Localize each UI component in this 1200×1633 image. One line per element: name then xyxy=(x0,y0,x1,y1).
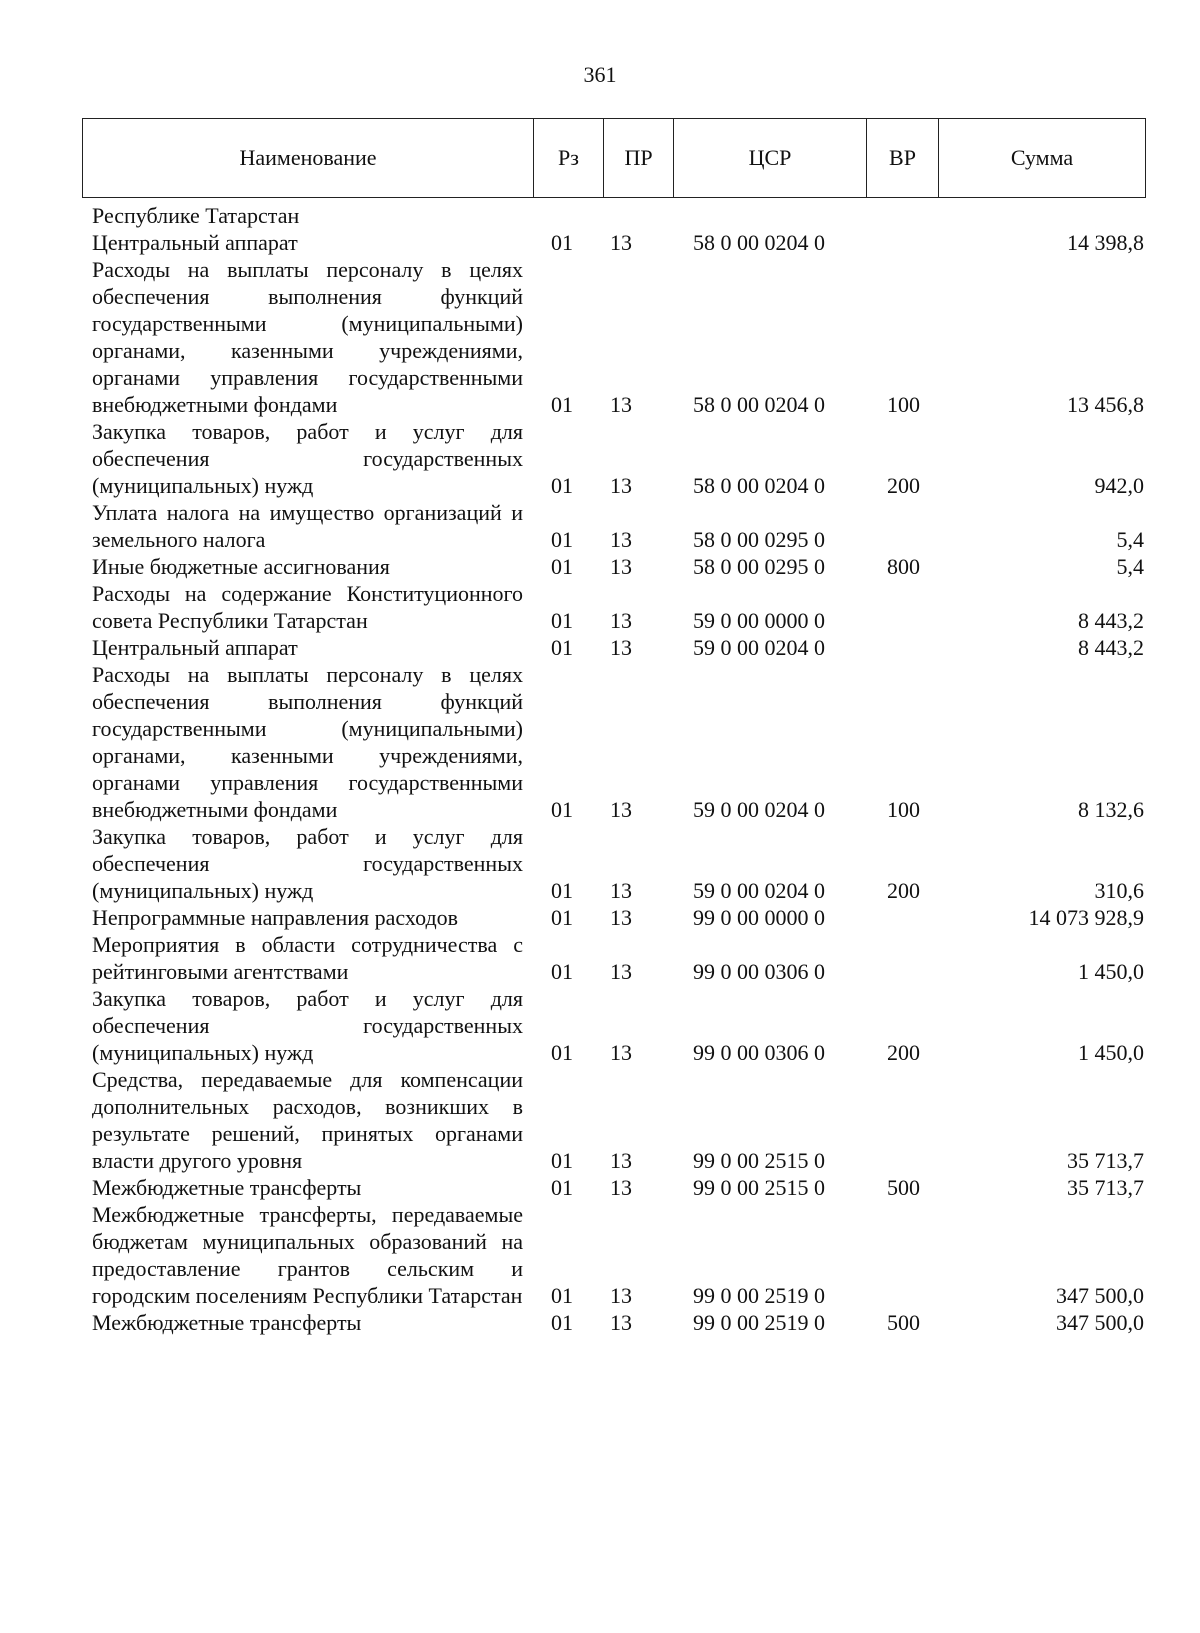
table-row xyxy=(92,229,1144,256)
cell-csr: 59 0 00 0204 0 xyxy=(693,797,825,822)
cell-rz: 01 xyxy=(551,959,573,984)
cell-name: Межбюджетные трансферты xyxy=(92,1310,362,1335)
cell-sum: 13 456,8 xyxy=(1067,392,1144,417)
cell-rz: 01 xyxy=(551,1040,573,1065)
cell-csr: 99 0 00 2515 0 xyxy=(693,1175,825,1200)
cell-vr: 500 xyxy=(887,1310,920,1335)
cell-pr: 13 xyxy=(610,635,632,660)
cell-vr: 500 xyxy=(887,1175,920,1200)
table-row xyxy=(92,985,1144,1066)
cell-vr: 200 xyxy=(887,473,920,498)
table-row xyxy=(92,553,1144,580)
cell-sum: 5,4 xyxy=(1116,527,1144,552)
cell-vr: 100 xyxy=(887,392,920,417)
cell-csr: 99 0 00 2515 0 xyxy=(693,1148,825,1173)
cell-rz: 01 xyxy=(551,1148,573,1173)
table-row xyxy=(92,499,1144,553)
cell-pr: 13 xyxy=(610,1175,632,1200)
cell-pr: 13 xyxy=(610,905,632,930)
cell-name: Мероприятия в области сотрудничества с рейтинговыми агентствами xyxy=(92,932,523,984)
cell-name: Средства, передаваемые для компенсации дополнительных расходов, возникших в результате решений, принятых органами власти другого уровня xyxy=(92,1067,523,1173)
table-row xyxy=(92,580,1144,634)
cell-csr: 59 0 00 0204 0 xyxy=(693,635,825,660)
cell-vr: 200 xyxy=(887,1040,920,1065)
cell-csr: 58 0 00 0295 0 xyxy=(693,554,825,579)
cell-sum: 5,4 xyxy=(1116,554,1144,579)
cell-name: Непрограммные направления расходов xyxy=(92,905,459,930)
cell-sum: 347 500,0 xyxy=(1056,1283,1144,1308)
page-number: 361 xyxy=(583,62,617,87)
cell-csr: 99 0 00 0000 0 xyxy=(693,905,825,930)
cell-name: Уплата налога на имущество организаций и земельного налога xyxy=(92,500,523,552)
cell-name: Республике Татарстан xyxy=(92,203,300,228)
cell-sum: 35 713,7 xyxy=(1067,1175,1144,1200)
cell-csr: 59 0 00 0204 0 xyxy=(693,878,825,903)
cell-csr: 58 0 00 0204 0 xyxy=(693,473,825,498)
cell-sum: 1 450,0 xyxy=(1078,1040,1144,1065)
table-row xyxy=(92,931,1144,985)
cell-csr: 99 0 00 0306 0 xyxy=(693,959,825,984)
cell-rz: 01 xyxy=(551,1283,573,1308)
cell-rz: 01 xyxy=(551,392,573,417)
table-row xyxy=(92,823,1144,904)
cell-sum: 310,6 xyxy=(1094,878,1144,903)
cell-rz: 01 xyxy=(551,905,573,930)
cell-name: Межбюджетные трансферты, передаваемые бюджетам муниципальных образований на предоставление грантов сельским и городским поселениям Республики Татарстан xyxy=(92,1202,523,1308)
cell-name: Центральный аппарат xyxy=(92,230,298,255)
cell-csr: 59 0 00 0000 0 xyxy=(693,608,825,633)
cell-pr: 13 xyxy=(610,392,632,417)
cell-rz: 01 xyxy=(551,635,573,660)
header-vr: ВР xyxy=(867,119,939,197)
cell-name: Закупка товаров, работ и услуг для обеспечения государственных (муниципальных) нужд xyxy=(92,419,523,498)
header-sum: Сумма xyxy=(1010,145,1074,170)
cell-pr: 13 xyxy=(610,1283,632,1308)
cell-sum: 347 500,0 xyxy=(1056,1310,1144,1335)
cell-csr: 58 0 00 0204 0 xyxy=(693,230,825,255)
table-row xyxy=(92,634,1144,661)
cell-csr: 99 0 00 2519 0 xyxy=(693,1283,825,1308)
table-row xyxy=(92,1201,1144,1309)
cell-csr: 58 0 00 0204 0 xyxy=(693,392,825,417)
cell-pr: 13 xyxy=(610,1148,632,1173)
header-csr: ЦСР xyxy=(674,119,867,197)
cell-pr: 13 xyxy=(610,608,632,633)
cell-name: Закупка товаров, работ и услуг для обеспечения государственных (муниципальных) нужд xyxy=(92,986,523,1065)
cell-name: Иные бюджетные ассигнования xyxy=(92,554,390,579)
cell-sum: 8 443,2 xyxy=(1078,608,1144,633)
cell-csr: 99 0 00 0306 0 xyxy=(693,1040,825,1065)
cell-pr: 13 xyxy=(610,230,632,255)
cell-vr: 100 xyxy=(887,797,920,822)
cell-pr: 13 xyxy=(610,1310,632,1335)
header-pr: ПР xyxy=(604,119,674,197)
table-row xyxy=(92,1174,1144,1201)
cell-pr: 13 xyxy=(610,527,632,552)
cell-name: Межбюджетные трансферты xyxy=(92,1175,362,1200)
cell-sum: 8 443,2 xyxy=(1078,635,1144,660)
cell-csr: 99 0 00 2519 0 xyxy=(693,1310,825,1335)
cell-pr: 13 xyxy=(610,878,632,903)
table-row xyxy=(92,904,1144,931)
table-row xyxy=(92,1309,1144,1336)
header-rz: Рз xyxy=(534,119,604,197)
cell-name: Центральный аппарат xyxy=(92,635,298,660)
header-name: Наименование xyxy=(83,119,534,197)
cell-vr: 800 xyxy=(887,554,920,579)
table-row xyxy=(92,256,1144,418)
cell-pr: 13 xyxy=(610,959,632,984)
cell-rz: 01 xyxy=(551,473,573,498)
table-header xyxy=(82,118,1146,198)
cell-vr: 200 xyxy=(887,878,920,903)
cell-name: Закупка товаров, работ и услуг для обеспечения государственных (муниципальных) нужд xyxy=(92,824,523,903)
cell-pr: 13 xyxy=(610,1040,632,1065)
cell-sum: 8 132,6 xyxy=(1078,797,1144,822)
cell-sum: 14 073 928,9 xyxy=(1028,905,1144,930)
cell-pr: 13 xyxy=(610,797,632,822)
cell-sum: 14 398,8 xyxy=(1067,230,1144,255)
cell-name: Расходы на выплаты персоналу в целях обеспечения выполнения функций государственными (муниципальными) органами, казенными учреждениями, органами управления государственными внебюджетными фондами xyxy=(92,662,523,822)
cell-rz: 01 xyxy=(551,230,573,255)
cell-sum: 942,0 xyxy=(1094,473,1144,498)
table-row xyxy=(92,202,1144,229)
cell-rz: 01 xyxy=(551,608,573,633)
cell-rz: 01 xyxy=(551,554,573,579)
cell-name: Расходы на содержание Конституционного совета Республики Татарстан xyxy=(92,581,523,633)
table-row xyxy=(92,418,1144,499)
table-body xyxy=(92,202,1144,1336)
cell-rz: 01 xyxy=(551,1175,573,1200)
cell-sum: 35 713,7 xyxy=(1067,1148,1144,1173)
cell-rz: 01 xyxy=(551,1310,573,1335)
table-row xyxy=(92,661,1144,823)
cell-pr: 13 xyxy=(610,554,632,579)
cell-pr: 13 xyxy=(610,473,632,498)
table-row xyxy=(92,1066,1144,1174)
cell-rz: 01 xyxy=(551,878,573,903)
cell-sum: 1 450,0 xyxy=(1078,959,1144,984)
cell-csr: 58 0 00 0295 0 xyxy=(693,527,825,552)
cell-name: Расходы на выплаты персоналу в целях обеспечения выполнения функций государственными (муниципальными) органами, казенными учреждениями, органами управления государственными внебюджетными фондами xyxy=(92,257,523,417)
cell-rz: 01 xyxy=(551,527,573,552)
cell-rz: 01 xyxy=(551,797,573,822)
